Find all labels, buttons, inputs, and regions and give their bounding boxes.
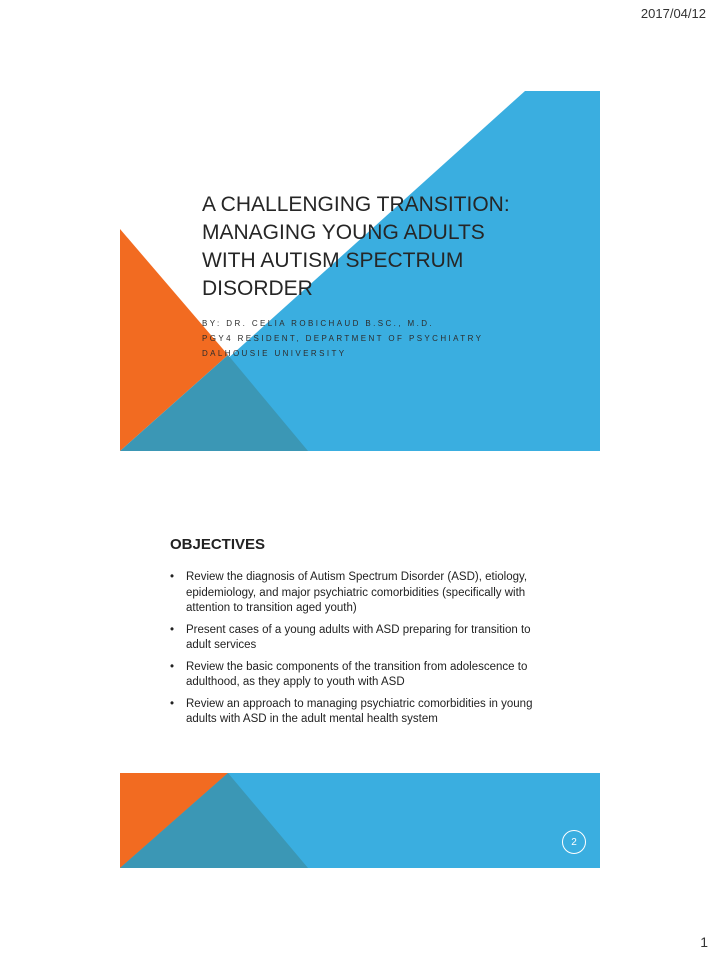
bullet-icon: • [170, 623, 175, 636]
page-date: 2017/04/12 [640, 6, 706, 21]
presenter-name: BY: DR. CELIA ROBICHAUD B.SC., M.D. [202, 319, 435, 328]
objectives-list [170, 570, 550, 734]
bullet-icon: • [170, 571, 175, 583]
objective-text: Review the basic components of the transition from adolescence to adulthood, as they apply to youth with ASD [186, 660, 528, 688]
objectives-slide [120, 508, 600, 868]
objective-item [170, 660, 550, 691]
bullet-icon: • [170, 660, 175, 673]
page-number: 1 [700, 934, 708, 950]
title-slide [120, 91, 600, 451]
objective-item [170, 570, 550, 617]
objective-text: Review an approach to managing psychiatric comorbidities in young adults with ASD in the adult mental health system [186, 697, 533, 725]
bullet-icon: • [170, 697, 175, 710]
presenter-info [202, 316, 582, 361]
objective-item [170, 623, 550, 654]
presenter-role: PGY4 RESIDENT, DEPARTMENT OF PSYCHIATRY [202, 334, 484, 343]
objective-text: Review the diagnosis of Autism Spectrum Disorder (ASD), etiology, epidemiology, and major psychiatric comorbidities (specifically with attention to transition aged youth) [186, 571, 528, 614]
objective-text: Present cases of a young adults with ASD preparing for transition to adult services [186, 623, 531, 651]
objective-item [170, 697, 550, 728]
presentation-title: A CHALLENGING TRANSITION: MANAGING YOUNG ADULTS WITH AUTISM SPECTRUM DISORDER [202, 193, 510, 300]
slide-number-badge: 2 [562, 830, 586, 854]
objectives-heading: OBJECTIVES [170, 536, 266, 553]
presenter-institution: DALHOUSIE UNIVERSITY [202, 349, 347, 358]
